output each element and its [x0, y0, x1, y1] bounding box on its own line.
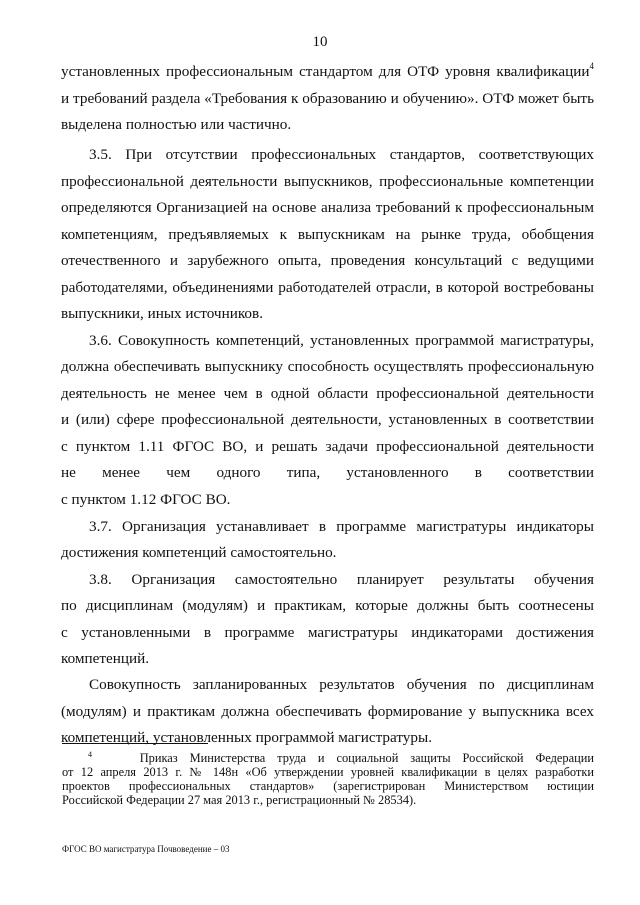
- page-number: 10: [312, 34, 328, 50]
- footnote-line: проектов профессиональных стандартов» (зарегистрирован Министерством юстиции: [62, 779, 594, 793]
- text-line: (модулям) и практикам должна обеспечивать формирование у выпускника всех: [61, 703, 594, 720]
- footnote-mark: 4: [88, 750, 92, 759]
- text-line: не менее чем одного типа, установленного в соответствии: [61, 464, 594, 481]
- paragraph-outcomes-start: Совокупность запланированных результатов обучения по дисциплинам: [89, 676, 594, 693]
- footnote-line: $^4$ Приказ Министерства труда и социальной защиты Российской Федерации: [88, 750, 594, 765]
- paragraph-3-6-start: 3.6. Совокупность компетенций, установленных программой магистратуры,: [89, 332, 594, 349]
- text-line: отечественного и зарубежного опыта, проведения консультаций с ведущими: [61, 252, 594, 269]
- text-line: должна обеспечивать выпускнику способность осуществлять профессиональную: [61, 358, 594, 375]
- text-line: достижения компетенций самостоятельно.: [61, 544, 337, 561]
- text-line: и требований раздела «Требования к образованию и обучению». ОТФ может быть: [61, 90, 594, 107]
- footnote-line: от 12 апреля 2013 г. № 148н «Об утверждении уровней квалификации в целях разработки: [62, 765, 594, 779]
- text-line: с пунктом 1.11 ФГОС ВО, и решать задачи профессиональной деятельности: [61, 438, 594, 455]
- paragraph-3-7-start: 3.7. Организация устанавливает в программе магистратуры индикаторы: [89, 518, 594, 535]
- text-line: компетенций.: [61, 650, 150, 667]
- text-line: и (или) сфере профессиональной деятельности, установленных в соответствии: [61, 411, 594, 428]
- text-line: с пунктом 1.12 ФГОС ВО.: [61, 491, 231, 508]
- text-line: компетенций, установленных программой магистратуры.: [61, 729, 432, 746]
- text-line: компетенциям, предъявляемых к выпускникам на рынке труда, обобщения: [61, 226, 594, 243]
- text-line: деятельность не менее чем в одной области профессиональной деятельности: [61, 385, 594, 402]
- text-line: установленных профессиональным стандартом для ОТФ уровня квалификации$^4$: [61, 61, 594, 80]
- footnote-ref: 4: [589, 61, 594, 71]
- text-line: определяются Организацией на основе анализа требований к профессиональным: [61, 199, 594, 216]
- text-line: выпускники, иных источников.: [61, 305, 263, 322]
- paragraph-3-8-start: 3.8. Организация самостоятельно планирует результаты обучения: [89, 571, 594, 588]
- text-line: по дисциплинам (модулям) и практикам, которые должны быть соотнесены: [61, 597, 594, 614]
- page-footer: ФГОС ВО магистратура Почвоведение – 03: [62, 844, 230, 854]
- footnote-divider: [62, 743, 208, 744]
- text-line: профессиональной деятельности выпускников, профессиональные компетенции: [61, 173, 594, 190]
- text-line: выделена полностью или частично.: [61, 116, 292, 133]
- text-line: с установленными в программе магистратуры индикаторами достижения: [61, 624, 594, 641]
- text-line: работодателями, объединениями работодателей отрасли, в которой востребованы: [61, 279, 594, 296]
- footnote-line: Российской Федерации 27 мая 2013 г., регистрационный № 28534).: [62, 793, 417, 807]
- paragraph-3-5-start: 3.5. При отсутствии профессиональных стандартов, соответствующих: [89, 146, 594, 163]
